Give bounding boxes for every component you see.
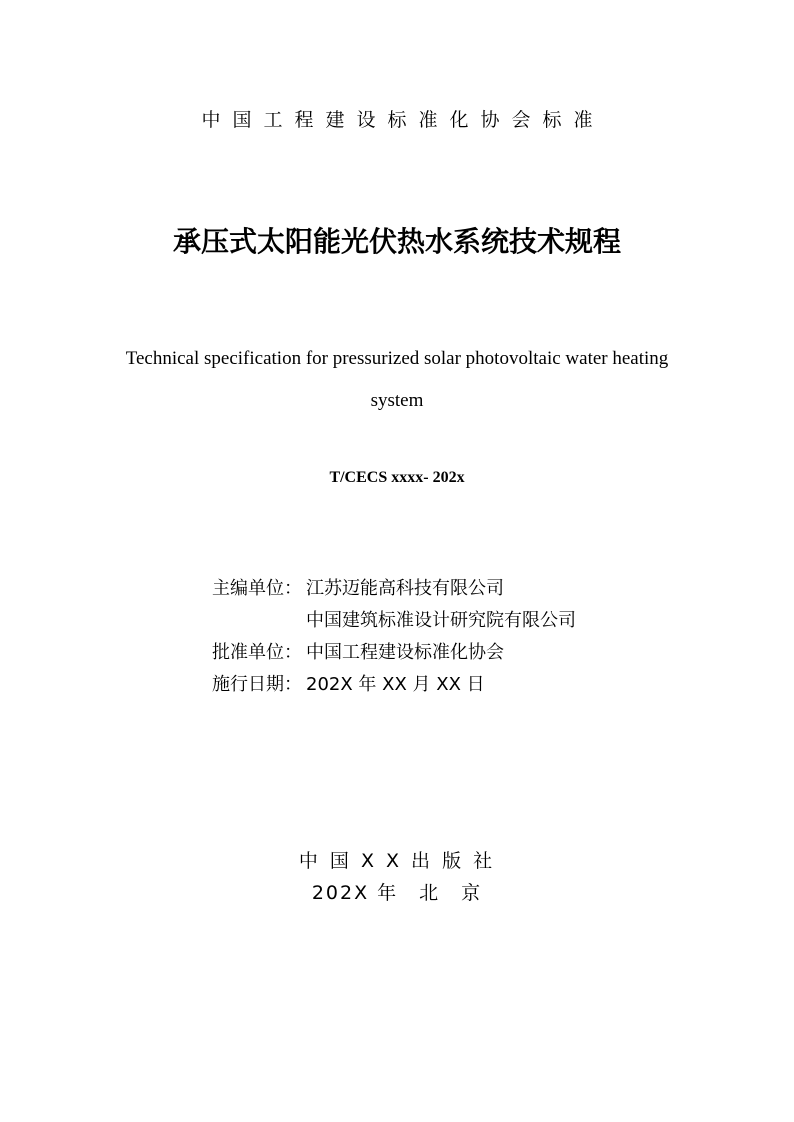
document-title-en-line-2: system — [370, 390, 424, 411]
editor-label: 主编单位： — [212, 578, 302, 599]
document-title-zh: 承压式太阳能光伏热水系统技术规程 — [172, 225, 621, 258]
standard-code: T/CECS xxxx- 202x — [329, 469, 465, 486]
standard-body-header: 中国工程建设标准化协会标准 — [201, 109, 605, 131]
approver-label: 批准单位： — [212, 642, 302, 663]
effective-date: 202X 年 XX 月 XX 日 — [306, 674, 485, 695]
editor-unit-2: 中国建筑标准设计研究院有限公司 — [306, 610, 576, 631]
document-title-en-line-1: Technical specification for pressurized solar photovoltaic water heating — [125, 348, 669, 369]
publish-place-year: 202X 年 北 京 — [311, 882, 483, 904]
editor-unit-1: 江苏迈能高科技有限公司 — [306, 578, 504, 599]
effective-date-label: 施行日期： — [212, 674, 302, 695]
approver-unit: 中国工程建设标准化协会 — [306, 642, 504, 663]
publisher: 中 国 X X 出 版 社 — [298, 850, 496, 872]
